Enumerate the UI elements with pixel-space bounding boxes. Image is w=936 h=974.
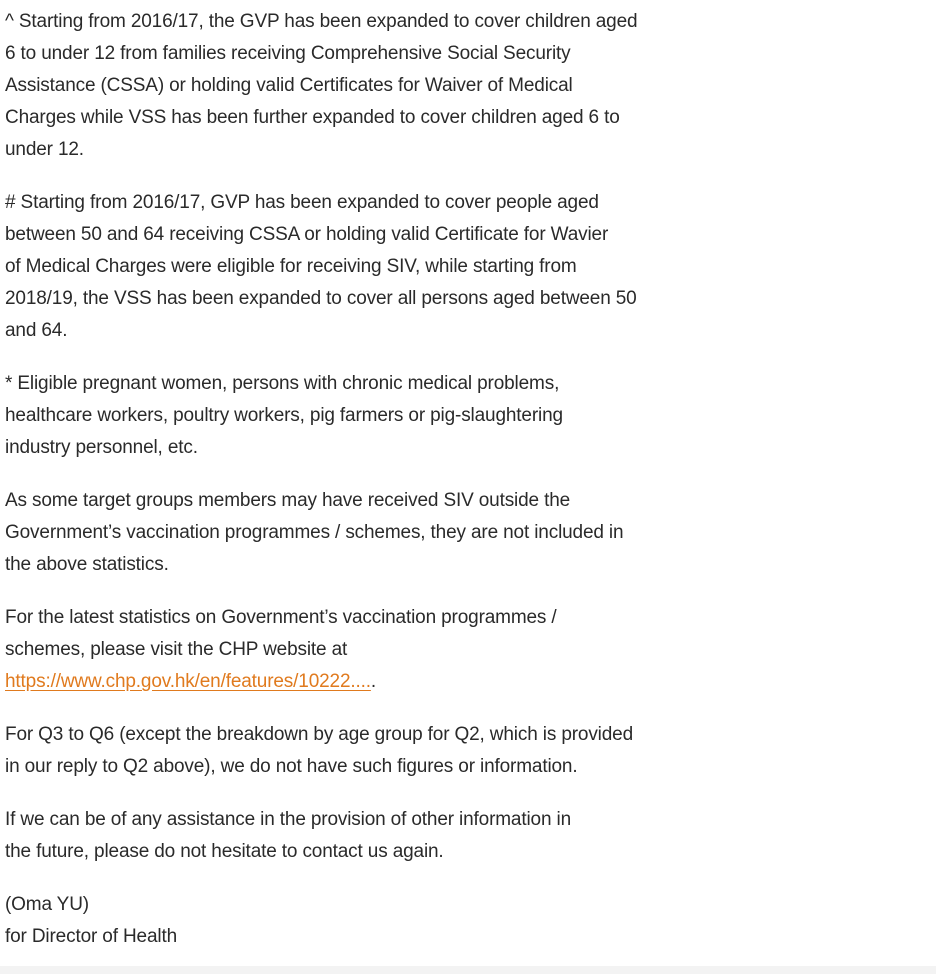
signature-title: for Director of Health — [5, 926, 177, 947]
caret-footnote: ^ Starting from 2016/17, the GVP has been expanded to cover children aged 6 to under 12 from families receiving Comprehensive Social Security Assistance (CSSA) or holding valid Certificates for Waiver of Medical Charges while VSS has been further expanded to cover children aged 6 to under 12. — [5, 11, 638, 160]
chp-website-link[interactable]: https://www.chp.gov.hk/en/features/10222.... — [5, 671, 371, 692]
latest-statistics-period: . — [370, 671, 377, 692]
signature-name: (Oma YU) — [5, 894, 89, 915]
letter-content — [5, 6, 677, 953]
bottom-divider — [0, 966, 936, 974]
q3-q6-paragraph: For Q3 to Q6 (except the breakdown by age group for Q2, which is provided in our reply to Q2 above), we do not have such figures or information. — [5, 724, 633, 777]
asterisk-footnote: * Eligible pregnant women, persons with chronic medical problems, healthcare workers, poultry workers, pig farmers or pig-slaughtering industry personnel, etc. — [5, 373, 563, 458]
hash-footnote: # Starting from 2016/17, GVP has been expanded to cover people aged between 50 and 64 receiving CSSA or holding valid Certificate for Wavier of Medical Charges were eligible for receiving SIV, while starting from 2018/19, the VSS has been expanded to cover all persons aged between 50 and 64. — [5, 192, 637, 341]
latest-statistics-paragraph — [5, 602, 677, 698]
latest-statistics-text: For the latest statistics on Government’s vaccination programmes / schemes, please visit the CHP website at — [5, 607, 557, 660]
target-groups-paragraph: As some target groups members may have received SIV outside the Government’s vaccination programmes / schemes, they are not included in the above statistics. — [5, 490, 624, 575]
assistance-paragraph: If we can be of any assistance in the provision of other information in the future, please do not hesitate to contact us again. — [5, 809, 572, 862]
